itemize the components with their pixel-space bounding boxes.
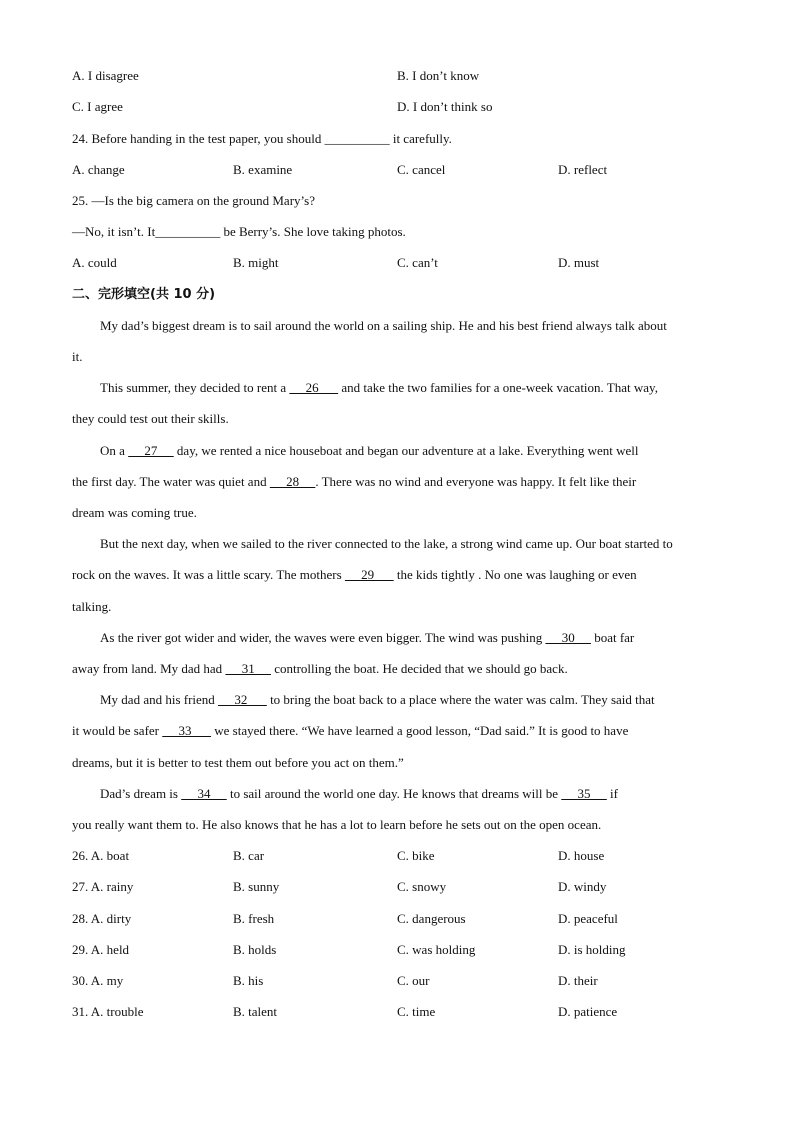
passage-p5-line1: As the river got wider and wider, the waves were even bigger. The wind was pushing 30 boat far bbox=[100, 630, 635, 645]
passage-p5-line2: away from land. My dad had 31 controlling the boat. He decided that we should go back. bbox=[72, 661, 568, 676]
q30-option-d: D. their bbox=[558, 973, 598, 988]
q24-option-a: A. change bbox=[72, 162, 125, 177]
q25-option-d: D. must bbox=[558, 255, 600, 270]
blank-30: 30 bbox=[545, 630, 591, 645]
passage-p3-line3: dream was coming true. bbox=[72, 505, 197, 520]
passage-p4-line2: rock on the waves. It was a little scary. The mothers 29 the kids tightly . No one was laughing or even bbox=[72, 567, 637, 582]
q26-option-c: C. bike bbox=[397, 848, 435, 863]
q28-option-d: D. peaceful bbox=[558, 911, 618, 926]
q24-blank: __________ bbox=[324, 131, 390, 146]
q24-stem: 24. Before handing in the test paper, you should __________ it carefully. bbox=[72, 131, 452, 146]
blank-31: 31 bbox=[225, 661, 271, 676]
q29-option-d: D. is holding bbox=[558, 942, 626, 957]
passage-p6-line3: dreams, but it is better to test them out before you act on them.” bbox=[72, 755, 404, 770]
q25-option-b: B. might bbox=[233, 255, 279, 270]
passage-p4-line1: But the next day, when we sailed to the river connected to the lake, a strong wind came up. Our boat started to bbox=[100, 536, 673, 551]
passage-p7-line2: you really want them to. He also knows that he has a lot to learn before he sets out on the open ocean. bbox=[72, 817, 602, 832]
blank-33: 33 bbox=[162, 723, 212, 738]
passage-p2-line2: they could test out their skills. bbox=[72, 411, 229, 426]
passage-p7-line1: Dad’s dream is 34 to sail around the world one day. He knows that dreams will be 35 if bbox=[100, 786, 618, 801]
section-heading-cloze: 二、完形填空(共 10 分) bbox=[72, 287, 216, 302]
blank-34: 34 bbox=[181, 786, 227, 801]
passage-p6-line2: it would be safer 33 we stayed there. “We have learned a good lesson, “Dad said.” It is good to have bbox=[72, 723, 629, 738]
passage-p3-line1: On a 27 day, we rented a nice houseboat and began our adventure at a lake. Everything went well bbox=[100, 443, 639, 458]
q25-answer-line: —No, it isn’t. It__________ be Berry’s. She love taking photos. bbox=[72, 224, 406, 239]
q23-option-a: A. I disagree bbox=[72, 68, 139, 83]
q26-option-a: 26. A. boat bbox=[72, 848, 130, 863]
q27-option-d: D. windy bbox=[558, 879, 607, 894]
q26-option-d: D. house bbox=[558, 848, 605, 863]
q28-option-a: 28. A. dirty bbox=[72, 911, 132, 926]
q25-option-a: A. could bbox=[72, 255, 117, 270]
q25-option-c: C. can’t bbox=[397, 255, 438, 270]
q31-option-a: 31. A. trouble bbox=[72, 1004, 144, 1019]
q24-option-c: C. cancel bbox=[397, 162, 446, 177]
q30-option-a: 30. A. my bbox=[72, 973, 124, 988]
q23-option-b: B. I don’t know bbox=[397, 68, 480, 83]
passage-p3-line2: the first day. The water was quiet and 28 . There was no wind and everyone was happy. It felt like their bbox=[72, 474, 637, 489]
q29-option-a: 29. A. held bbox=[72, 942, 130, 957]
q23-option-d: D. I don’t think so bbox=[397, 99, 493, 114]
blank-29: 29 bbox=[344, 567, 394, 582]
blank-28: 28 bbox=[269, 474, 316, 489]
q29-option-c: C. was holding bbox=[397, 942, 476, 957]
q24-option-b: B. examine bbox=[233, 162, 293, 177]
blank-26: 26 bbox=[289, 380, 339, 395]
passage-p6-line1: My dad and his friend 32 to bring the boat back to a place where the water was calm. They said that bbox=[100, 692, 655, 707]
q29-option-b: B. holds bbox=[233, 942, 277, 957]
passage-p1-line1: My dad’s biggest dream is to sail around the world on a sailing ship. He and his best friend always talk about bbox=[100, 318, 667, 333]
blank-27: 27 bbox=[128, 443, 174, 458]
q25-blank: __________ bbox=[155, 224, 221, 239]
q27-option-c: C. snowy bbox=[397, 879, 447, 894]
q31-option-c: C. time bbox=[397, 1004, 436, 1019]
q27-option-a: 27. A. rainy bbox=[72, 879, 134, 894]
q27-option-b: B. sunny bbox=[233, 879, 280, 894]
blank-32: 32 bbox=[218, 692, 267, 707]
q31-option-d: D. patience bbox=[558, 1004, 618, 1019]
q23-option-c: C. I agree bbox=[72, 99, 123, 114]
q31-option-b: B. talent bbox=[233, 1004, 278, 1019]
q30-option-b: B. his bbox=[233, 973, 264, 988]
q30-option-c: C. our bbox=[397, 973, 430, 988]
q24-option-d: D. reflect bbox=[558, 162, 608, 177]
q28-option-c: C. dangerous bbox=[397, 911, 466, 926]
passage-p2-line1: This summer, they decided to rent a 26 and take the two families for a one-week vacation. That way, bbox=[100, 380, 658, 395]
q26-option-b: B. car bbox=[233, 848, 265, 863]
passage-p4-line3: talking. bbox=[72, 599, 112, 614]
q25-stem: 25. —Is the big camera on the ground Mary’s? bbox=[72, 193, 315, 208]
blank-35: 35 bbox=[561, 786, 607, 801]
passage-p1-line2: it. bbox=[72, 349, 83, 364]
q28-option-b: B. fresh bbox=[233, 911, 275, 926]
